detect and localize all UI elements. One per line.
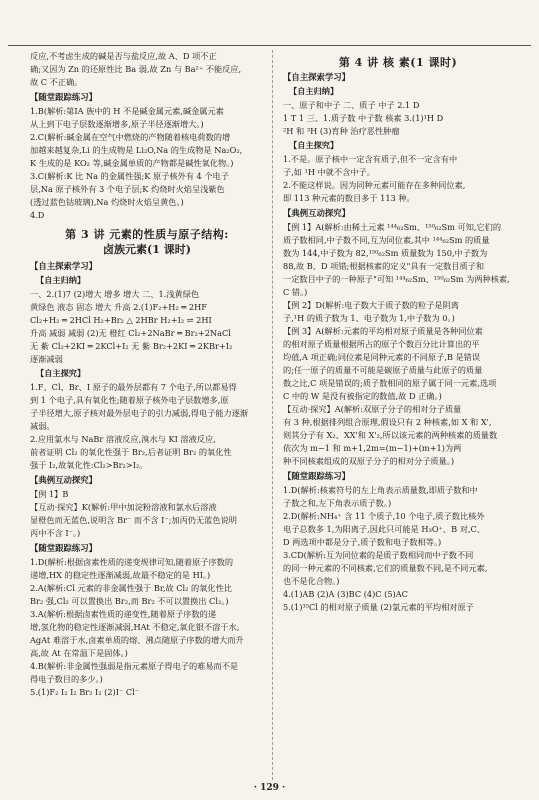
answer-list	[283, 99, 513, 138]
answer-list	[30, 381, 264, 472]
text-line: 丙中不含 I⁻。)	[30, 528, 81, 538]
text-line: 子半径增大,原子核对最外层电子的引力减弱,得电子能力逐渐	[30, 408, 249, 418]
text-line: 递增,HX 的稳定性逐渐减弱,故最不稳定的是 HI。)	[30, 570, 211, 580]
left-intro	[30, 50, 264, 89]
text-line: 【例 3】A(解析:元素的平均相对原子质量是各种同位素	[283, 326, 483, 336]
answer-list	[30, 488, 264, 540]
text-line: 4.(1)AB (2)A (3)BC (4)C (5)AC	[283, 589, 408, 599]
text-line: 3.CD(解析:互为同位素的是质子数相同而中子数不同	[283, 550, 474, 560]
text-line: 高,故 At 在常温下是固体。)	[30, 648, 128, 658]
text-line: 1 T 1 三、1.质子数 中子数 核素 3.(1)¹H D	[283, 113, 444, 123]
text-line: (透过蓝色钴玻璃),Na 灼烧时火焰呈黄色。)	[30, 197, 184, 207]
lesson-title: 第 4 讲 核 素(1 课时)	[338, 56, 458, 69]
subsection-heading: 【自主归纳】	[36, 275, 86, 285]
section-heading: 【随堂跟踪练习】	[30, 543, 97, 553]
column-divider	[272, 50, 273, 780]
text-line: 2.C(解析:碱金属在空气中燃烧的产物随着核电荷数的增	[30, 132, 231, 142]
text-line: 到 1 个电子,具有氧化性;随着原子核外电子层数增多,原	[30, 395, 229, 405]
section-heading: 【典例互动探究】	[30, 475, 97, 485]
section-heading: 【随堂跟踪练习】	[30, 92, 97, 102]
text-line: 1.F、Cl、Br、I 原子的最外层都有 7 个电子,所以都易得	[30, 382, 237, 392]
text-line: 4.B(解析:非金属性强弱是指元素原子得电子的难易而不是	[30, 661, 239, 671]
left-column	[30, 50, 264, 699]
subsection-heading: 【自主归纳】	[289, 86, 339, 96]
text-line: 一、2.(1)7 (2)增大 增多 增大 二、1.浅黄绿色	[30, 289, 200, 299]
text-line: C 中的 W 是没有被指定的数值,故 D 正确。)	[283, 391, 442, 401]
text-line: 88,故 B、D 项错;根据核素的定义"具有一定数目质子和	[283, 261, 485, 271]
subsection-heading: 【自主探究】	[36, 368, 86, 378]
text-line: 依次为 m−1 和 m+1,2m=(m−1)+(m+1)为两	[283, 443, 462, 453]
text-line: 质子数相同,中子数不同,互为同位素,其中 ¹⁴⁴₆₂Sm 的质量	[283, 235, 490, 245]
subsection-heading: 【自主探究】	[289, 140, 339, 150]
text-line: D 两选项中都是分子,质子数和电子数相等。)	[283, 537, 442, 547]
text-line: 的相对原子质量根据所占的原子个数百分比计算出的平	[283, 339, 480, 349]
text-line: 从上到下电子层数逐渐增多,原子半径逐渐增大。)	[30, 119, 204, 129]
text-line: 增,氢化物的稳定性逐渐减弱,HAt 不稳定,氧化银不溶于水,	[30, 622, 240, 632]
answer-list	[283, 221, 513, 468]
section-heading: 【随堂跟踪练习】	[283, 471, 350, 481]
text-line: 有 3 种,根据排列组合原理,假设只有 2 种核素,如 X 和 X',	[283, 417, 492, 427]
text-line: 则其分子有 X₂、XX'和 X'₂,所以该元素的两种核素的质量数	[283, 430, 498, 440]
text-line: 子,如 ¹H 中就不含中子。	[283, 167, 375, 177]
text-line: 数之比,C 项是错误的;质子数相同的原子属于同一元素,选项	[283, 378, 497, 388]
text-line: 【互动·探究】K(解析:甲中加淀粉溶液和氯水后溶液	[30, 502, 217, 512]
lesson-subtitle: 卤族元素(1 课时)	[103, 243, 191, 256]
text-line: 数为 144,中子数为 82,¹⁵⁰₆₂Sm 质量数为 150,中子数为	[283, 248, 488, 258]
text-line: 【例 1】A(解析:由稀土元素 ¹⁴⁴₆₂Sm、¹⁵⁰₆₂Sm 可知,它们的	[283, 222, 502, 232]
text-line: 黄绿色 液态 固态 增大 升高 2.(1)F₂+H₂ ═ 2HF	[30, 302, 207, 312]
text-line: K 生成的是 KO₂ 等,碱金属单质的产物都是碱性氧化物。)	[30, 158, 234, 168]
text-line: Cl₂+H₂ ═ 2HCl H₂+Br₂ △ 2HBr H₂+I₂ ⇌ 2HI	[30, 315, 212, 325]
section-heading: 【自主探索学习】	[30, 261, 97, 271]
text-line: 电子总数多 1,为阳离子,因此只可能是 H₃O⁺、B 对,C、	[283, 524, 485, 534]
text-line: 显橙色而无蓝色,说明含 Br⁻ 而不含 I⁻;加丙仍无蓝色说明	[30, 515, 237, 525]
text-line: 2.A(解析:Cl 元素的非金属性强于 Br,故 Cl₂ 的氧化性比	[30, 583, 232, 593]
text-line: 子数之和,左下角表示质子数。)	[283, 498, 392, 508]
answer-list	[283, 153, 513, 205]
text-line: 无 紫 Cl₂+2KI ═ 2KCl+I₂ 无 紫 Br₂+2KI ═ 2KBr+I₂	[30, 341, 233, 351]
text-line: 的同一种元素的不同核素,它们的质量数不同,是不同元素,	[283, 563, 488, 573]
text-line: 【例 1】B	[30, 489, 69, 499]
text-line: 也不是化合物。)	[283, 576, 340, 586]
text-line: ²H 和 ³H (3)育种 治疗恶性肿瘤	[283, 126, 400, 136]
text-line: 2.不能这样说。因为同种元素可能存在多种同位素,	[283, 180, 466, 190]
text-line: AgAt 难溶于水,卤素单质的熔、沸点随原子序数的增大而升	[30, 635, 244, 645]
text-line: 得电子数目的多少。)	[30, 674, 103, 684]
text-line: 1.B(解析:第ⅠA 族中的 H 不是碱金属元素,碱金属元素	[30, 106, 224, 116]
text-line: 4.D	[30, 210, 45, 220]
text-line: 1.D(解析:根据卤素性质的递变规律可知,随着原子序数的	[30, 557, 234, 567]
answer-list	[283, 484, 513, 614]
right-column	[283, 50, 513, 614]
text-line: 2.D(解析:NH₄⁺ 含 11 个质子,10 个电子,质子数比核外	[283, 511, 485, 521]
text-line: 升高 减弱 减弱 (2)无 橙红 Cl₂+2NaBr ═ Br₂+2NaCl	[30, 328, 231, 338]
text-line: 5.(1)³⁵Cl 的相对原子质量 (2)氯元素的平均相对原子	[283, 602, 474, 612]
text-line: 【例 2】D(解析:电子数大于质子数的粒子是阴离	[283, 300, 459, 310]
page-number: · 129 ·	[253, 783, 286, 793]
text-line: Br₂ 强,Cl₂ 可以置换出 Br₂,而 Br₂ 不可以置换出 Cl₂。)	[30, 596, 229, 606]
top-rule	[8, 45, 531, 46]
answer-list	[30, 288, 264, 366]
text-line: 1.不是。原子核中一定含有质子,但不一定含有中	[283, 154, 458, 164]
text-line: 逐渐减弱	[30, 354, 63, 364]
text-line: 故 C 不正确。	[30, 77, 83, 87]
text-line: 即 113 种元素的数目多于 113 种。	[283, 193, 415, 203]
answer-list	[30, 556, 264, 699]
text-line: C 错。)	[283, 287, 308, 297]
text-line: 减弱。	[30, 421, 55, 431]
text-line: 均值,A 项正确;同位素是同种元素的不同原子,B 是错误	[283, 352, 481, 362]
text-line: 加越来越复杂,Li 的生成物是 Li₂O,Na 的生成物是 Na₂O₂,	[30, 145, 243, 155]
text-line: 的;任一原子的质量不可能是碳原子质量与此原子的质量	[283, 365, 483, 375]
text-line: 3.A(解析:根据卤素性质的递变性,随着原子序数的递	[30, 609, 217, 619]
text-line: 种不同核素组成的双原子分子的相对分子质量。)	[283, 456, 455, 466]
text-line: 一、原子和中子 二、质子 中子 2.1 D	[283, 100, 420, 110]
text-line: 确;又因为 Zn 的还原性比 Ba 弱,故 Zn 与 Ba²⁺ 不能反应,	[30, 64, 242, 74]
text-line: 5.(1)F₂ I₂ I₂ Br₂ I₂ (2)I⁻ Cl⁻	[30, 687, 140, 697]
text-line: 反应,不考虑生成的碱是否与盐反应,故 A、D 项不正	[30, 51, 217, 61]
text-line: 前者证明 Cl₂ 的氧化性强于 Br₂,后者证明 Br₂ 的氧化性	[30, 447, 232, 457]
text-line: 子,¹H 的质子数为 1、电子数为 1,中子数为 0。)	[283, 313, 455, 323]
text-line: 1.D(解析:核素符号的左上角表示质量数,即质子数和中	[283, 485, 478, 495]
text-line: 【互动·探究】A(解析:双原子分子的相对分子质量	[283, 404, 462, 414]
lesson-title: 第 3 讲 元素的性质与原子结构:	[65, 228, 229, 241]
text-line: 强于 I₂,故氧化性:Cl₂>Br₂>I₂。	[30, 460, 148, 470]
text-line: 3.C(解析:K 比 Na 的金属性强;K 原子核外有 4 个电子	[30, 171, 229, 181]
answer-list	[30, 105, 264, 222]
text-line: 2.应用氯水与 NaBr 溶液反应,溴水与 KI 溶液反应,	[30, 434, 216, 444]
section-heading: 【自主探索学习】	[283, 72, 350, 82]
text-line: 一定数目中子的一种原子"可知 ¹⁴⁴₆₂Sm、¹⁵⁰₆₂Sm 为两种核素,	[283, 274, 510, 284]
section-heading: 【典例互动探究】	[283, 208, 350, 218]
text-line: 层,Na 原子核外有 3 个电子层;K 灼烧时火焰呈浅紫色	[30, 184, 225, 194]
